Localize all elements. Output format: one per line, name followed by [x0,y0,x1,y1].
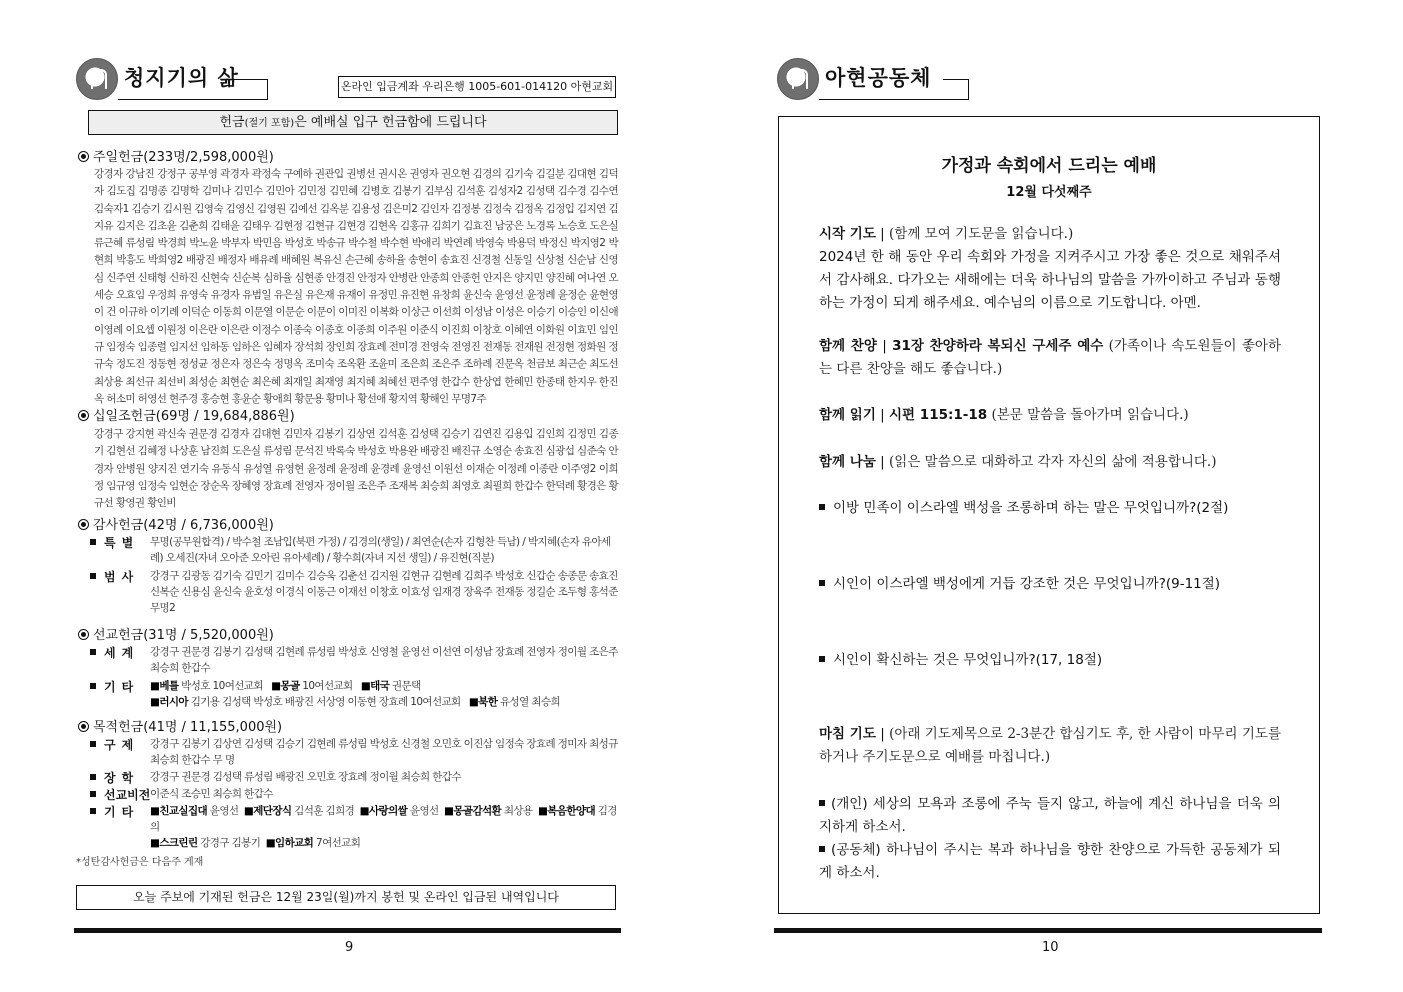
sharing-label: 함께 나눔 [819,454,876,470]
mission-world-label [90,644,152,661]
tag-text: 박성호 10여선교회 [181,680,263,692]
prayer-text: (공동체) 하나님이 주시는 복과 하나님을 향한 찬양으로 가득한 공동체가 되게 하소서. [819,842,1281,881]
tag: ■사랑의쌀 [359,805,408,817]
question-item [819,497,1281,519]
hymn-instruction: (가족이나 속도원들이 좋아하는 다른 찬양을 해도 좋습니다.) [819,338,1282,377]
purpose-vision-label [90,786,152,803]
square-bullet-icon [90,774,96,780]
tag-text: 김경의 [150,805,617,833]
thanks-general-text: 강경구 김광동 김기숙 김민기 김미수 김승욱 김춘선 김지원 김현규 김현례 김희주 박성호 신갑순 송종문 송효진 신복순 신용심 윤신숙 윤호성 이경식 이동근 이재선 이창호 이효성 임재경 장육주 전재동 정길순 조두형 홍석준 무명2 [150,570,618,614]
worship-title: 가정과 속회에서 드리는 예배 [941,156,1157,176]
tag-text: 김석훈 김희경 [294,805,355,817]
reading-section: 함께 읽기 | 시편 115:1-18 (본문 말씀을 돌아가며 읽습니다.) [819,407,1189,423]
tag-text: 권문택 [392,680,421,692]
square-bullet-icon [819,800,825,806]
square-bullet-icon [90,741,96,747]
reading-label: 함께 읽기 [819,407,876,423]
purpose-etc-items [150,803,620,849]
mission-world-text: 강경구 권문경 김봉기 김성택 김현례 류성림 박성호 신영철 윤영선 이선연 이성남 장효례 전영자 정이월 조은주 최승희 한갑수 [150,646,618,674]
page-number: 9 [345,940,354,955]
tag-text: 유성열 최승희 [500,696,560,708]
square-bullet-icon [90,539,96,545]
sunday-offering-heading [78,146,274,165]
prayer-text: (개인) 세상의 모욕과 조롱에 주눅 들지 않고, 하늘에 계신 하나님을 더욱 의지하게 하소서. [819,796,1281,835]
etc-label-text: 기타 [104,805,140,819]
mission-other-label [90,678,152,695]
offering-notice [88,110,618,135]
bottom-notice-box: 오늘 주보에 기재된 헌금은 12월 23일(월)까지 봉헌 및 온라인 입금된 내역입니다 [76,885,616,910]
tag: ■몽골감석환 [444,805,502,817]
question-text: 시인이 확신하는 것은 무엇입니까?(17, 18절) [833,652,1103,668]
church-logo-icon [76,58,118,100]
sunday-heading-text: 주일헌금(233명/2,598,000원) [93,150,274,165]
hymn-title: 31장 찬양하라 복되신 구세주 예수 [892,338,1104,354]
tithe-offering-heading [78,405,295,424]
relief-label-text: 구제 [104,738,140,752]
tithe-heading-text: 십일조헌금(69명 / 19,684,886원) [93,409,295,424]
tag: ■친교실집대 [150,805,208,817]
footnote: *성탄감사헌금은 다음주 게재 [76,857,204,868]
header-title: 아현공동체 [825,66,932,90]
thanks-special-label [90,534,152,551]
thanks-general-label [90,568,152,585]
circle-bullet-icon [78,721,89,732]
circle-bullet-icon [78,151,89,162]
reading-passage: 시편 115:1-18 [889,407,988,423]
opening-instruction: (함께 모여 기도문을 읽습니다.) [889,226,1074,242]
right-header [777,58,969,100]
square-bullet-icon [819,580,825,586]
header-title: 청지기의 삶 [124,66,239,90]
purpose-heading-text: 목적헌금(41명 / 11,155,000원) [93,720,283,735]
scholar-label-text: 장학 [104,771,140,785]
square-bullet-icon [90,649,96,655]
circle-bullet-icon [78,629,89,640]
tag-text: 7여선교회 [315,837,361,849]
opening-prayer-text: 2024년 한 해 동안 우리 속회와 가정을 지켜주시고 가장 좋은 것으로 채워주셔서 감사해요. 다가오는 새해에는 더욱 하나님의 말씀을 가까이하고 주님과 동행하는 가정이 되게 해주세요. 예수님의 이름으로 기도합니다. 아멘. [819,249,1281,311]
worship-subtitle: 12월 다섯째주 [1006,185,1092,200]
square-bullet-icon [90,791,96,797]
circle-bullet-icon [78,410,89,421]
square-bullet-icon [90,573,96,579]
tag: ■태국 [360,680,390,692]
closing-instruction: (아래 기도제목으로 2-3분간 합심기도 후, 한 사람이 마무리 기도를 하거나 주기도문으로 예배를 마칩니다.) [819,726,1282,765]
thanks-special-text: 무명(공무원합격) / 박수철 조남입(북편 가정) / 김경의(생일) / 최연순(손자 김형찬 득남) / 박지혜(손자 유아세례) 오세진(자녀 오아준 오아린 유아세례) / 황수희(자녀 지선 생일) / 유진현(직분) [150,536,611,564]
question-text: 이방 민족이 이스라엘 백성을 조롱하며 하는 말은 무엇입니까?(2절) [833,500,1229,516]
closing-label: 마침 기도 [819,726,876,742]
square-bullet-icon [819,504,825,510]
sharing-section: 함께 나눔 | (읽은 말씀으로 대화하고 각자 자신의 삶에 적용합니다.) [819,454,1217,470]
purpose-offering-heading [78,716,282,735]
square-bullet-icon [90,683,96,689]
notice-small: (절기 포함) [244,118,295,129]
tag-text: 10여선교회 [302,680,353,692]
mission-offering-heading [78,624,274,643]
left-header [76,58,268,100]
right-page [700,0,1403,992]
page-number: 10 [1042,940,1059,955]
purpose-vision-text: 이준식 조승민 최승희 한갑수 [150,788,273,800]
mission-other-items [150,678,620,712]
left-page [0,0,700,992]
square-bullet-icon [90,808,96,814]
church-logo-icon [777,58,819,100]
tag: ■제단장식 [243,805,292,817]
sharing-instruction: (읽은 말씀으로 대화하고 각자 자신의 삶에 적용합니다.) [889,454,1217,470]
tag: ■북한 [468,696,498,708]
purpose-scholar-label [90,769,152,786]
thanks-heading-text: 감사헌금(42명 / 6,736,000원) [93,518,274,533]
prayer-topic [819,793,1281,839]
tag-text: 강경구 김봉기 [200,837,261,849]
purpose-relief-label [90,736,152,753]
purpose-relief-text: 강경구 김봉기 김상연 김성택 김승기 김현례 류성림 박성호 신경철 오민호 이진삼 임정숙 장효례 정미자 최성규 최승희 한갑수 무 명 [150,738,618,766]
tag: ■스크린린 [150,837,198,849]
purpose-etc-label [90,803,152,820]
page-bottom-rule [774,928,1322,933]
worship-guide-box [778,116,1320,914]
opening-prayer: 시작 기도 | (함께 모여 기도문을 읽습니다.) 2024년 한 해 동안 우리 속회와 가정을 지켜주시고 가장 좋은 것으로 채워주셔서 감사해요. 다가오는 새해에는 더욱 하나님의 말씀을 가까이하고 주님과 동행하는 가정이 되게 해주세요. 예수님의 이름으로 기도합니다. 아멘. [819,226,1281,311]
tag: ■러시아 [150,696,188,708]
question-text: 시인이 이스라엘 백성에게 거듭 강조한 것은 무엇입니까?(9-11절) [833,576,1221,592]
tag: ■복음한양대 [537,805,595,817]
mission-heading-text: 선교헌금(31명 / 5,520,000원) [93,628,274,643]
general-label-text: 범사 [104,570,140,584]
tag: ■임하교회 [265,837,314,849]
tag-text: 윤영선 [409,805,439,817]
thanks-offering-heading [78,514,274,533]
opening-label: 시작 기도 [819,226,876,242]
notice-post: 은 예배실 입구 헌금함에 드립니다 [294,115,487,130]
question-item [819,649,1281,671]
reading-instruction: (본문 말씀을 돌아가며 읽습니다.) [991,407,1189,423]
question-item [819,573,1281,595]
online-account-box: 온라인 입금계좌 우리은행 1005-601-014120 아현교회 [338,76,616,98]
special-label-text: 특별 [104,536,140,550]
tag: ■베틀 [150,680,179,692]
purpose-scholar-text: 강경구 권문경 김성택 류성림 배광진 오민호 장효례 정이월 최승희 한갑수 [150,771,461,783]
prayer-topic [819,839,1281,885]
square-bullet-icon [819,656,825,662]
square-bullet-icon [819,846,825,852]
tag-text: 김기용 김성택 박성호 배광진 서상영 이동현 장효례 10여선교회 [190,696,461,708]
circle-bullet-icon [78,519,89,530]
world-label-text: 세계 [104,646,140,660]
closing-prayer: 마침 기도 | (아래 기도제목으로 2-3분간 합심기도 후, 한 사람이 마무리 기도를 하거나 주기도문으로 예배를 마칩니다.) [819,726,1282,765]
sunday-offering-names: 강경자 강남진 강정구 공부영 곽경자 곽정숙 구예하 권관입 권병선 권시온 권영자 권오현 김경의 김기숙 김길분 김대현 김덕자 김도집 김명종 김명학 김미나 김민수 김민아 김민정 김민혜 김병호 김봉기 김부심 김석훈 김성자2 김성택 김수경 김수연 김숙자1 김승기 김시원 김영숙 김영신 김영원 김예선 김옥분 김용성 김은미2 김인자 김정봉 김정숙 김정옥 김정입 김지연 김지유 김지은 김초윤 김춘희 김태윤 김태우 김현정 김현규 김현경 김현옥 김홍규 김희기 김효진 남궁은 노경록 노승호 도은실 류근혜 류성림 박경희 박노윤 박부자 박민음 박성호 박송규 박수철 박수현 박애리 박연례 박영숙 박용덕 박정신 박지영2 박현희 박흥도 박희영2 배광진 배정자 배유례 배혜원 복유신 손근혜 송하율 송현이 송효진 신경철 신동일 신상철 신순남 신영심 신주연 신태형 신하진 신현숙 신순복 심하율 심현종 안경진 안정자 안병란 안종희 안종헌 안지은 양지민 양진혜 여나연 오세승 오효임 우정희 유영숙 유경자 유범일 유은실 유은재 유재이 유정민 유진현 유창희 윤신숙 윤영선 윤정례 윤정순 윤현영 이 건 이규하 이기례 이덕순 이동희 이문열 이문순 이문이 이미진 이복화 이상근 이선희 이성남 이성은 이승기 이승인 이신애 이영례 이요셉 이원정 이은란 이은란 이정수 이종숙 이종호 이종희 이주원 이준식 이진희 이창호 이혜연 이화원 이효민 임인규 임정숙 임종렬 임지선 임하동 임하은 임혜자 장석희 장인희 장효례 전미경 전영숙 전영진 전재동 전재원 전정현 정화원 정규숙 정도진 정동현 정성균 정은자 정은숙 정명옥 조미숙 조옥환 조윤미 조은희 조은주 조하례 진문옥 천금보 최근순 최도선 최상용 최선규 최선비 최성순 최현순 최은혜 최재일 최재영 최지혜 최혜선 편주영 한갑수 한상엽 한혜민 한종태 한지우 한진옥 허소미 허영선 현주경 홍승현 홍윤순 황애희 황문용 황미나 황선애 황지역 황해인 무명7주 [94,168,618,405]
vision-label-text: 선교비전 [104,788,151,802]
tag-text: 윤영선 [209,805,239,817]
notice-pre: 헌금 [219,115,245,130]
tag: ■몽골 [271,680,300,692]
tithe-offering-names: 강경구 강지현 곽신숙 권문경 김경자 김대현 김민자 김봉기 김상연 김석훈 김성택 김승기 김연진 김용입 김인희 김정민 김종기 김현선 김혜정 나상훈 남진희 도은실 류성림 문석진 박록숙 박성호 박용완 배광진 배진규 소영순 송효진 심광섭 심준숙 안경자 안병원 양지진 연기숙 유동식 유성열 유영현 윤정례 윤정례 윤경례 윤영선 이원선 이재순 이정례 이종란 이주영2 이희정 임규영 임정숙 임현순 장순옥 장혜영 장효례 전영자 정이월 조은주 조재복 최승희 최영호 최필희 한갑수 한덕례 황경은 황규선 황영권 황인비 [94,428,618,510]
hymn-section: 함께 찬양 | 31장 찬양하라 복되신 구세주 예수 (가족이나 속도원들이 좋아하는 다른 찬양을 해도 좋습니다.) [819,338,1282,377]
page-bottom-rule [74,928,621,933]
other-label-text: 기타 [104,680,140,694]
hymn-label: 함께 찬양 [819,338,877,354]
tag-text: 최상용 [503,805,533,817]
